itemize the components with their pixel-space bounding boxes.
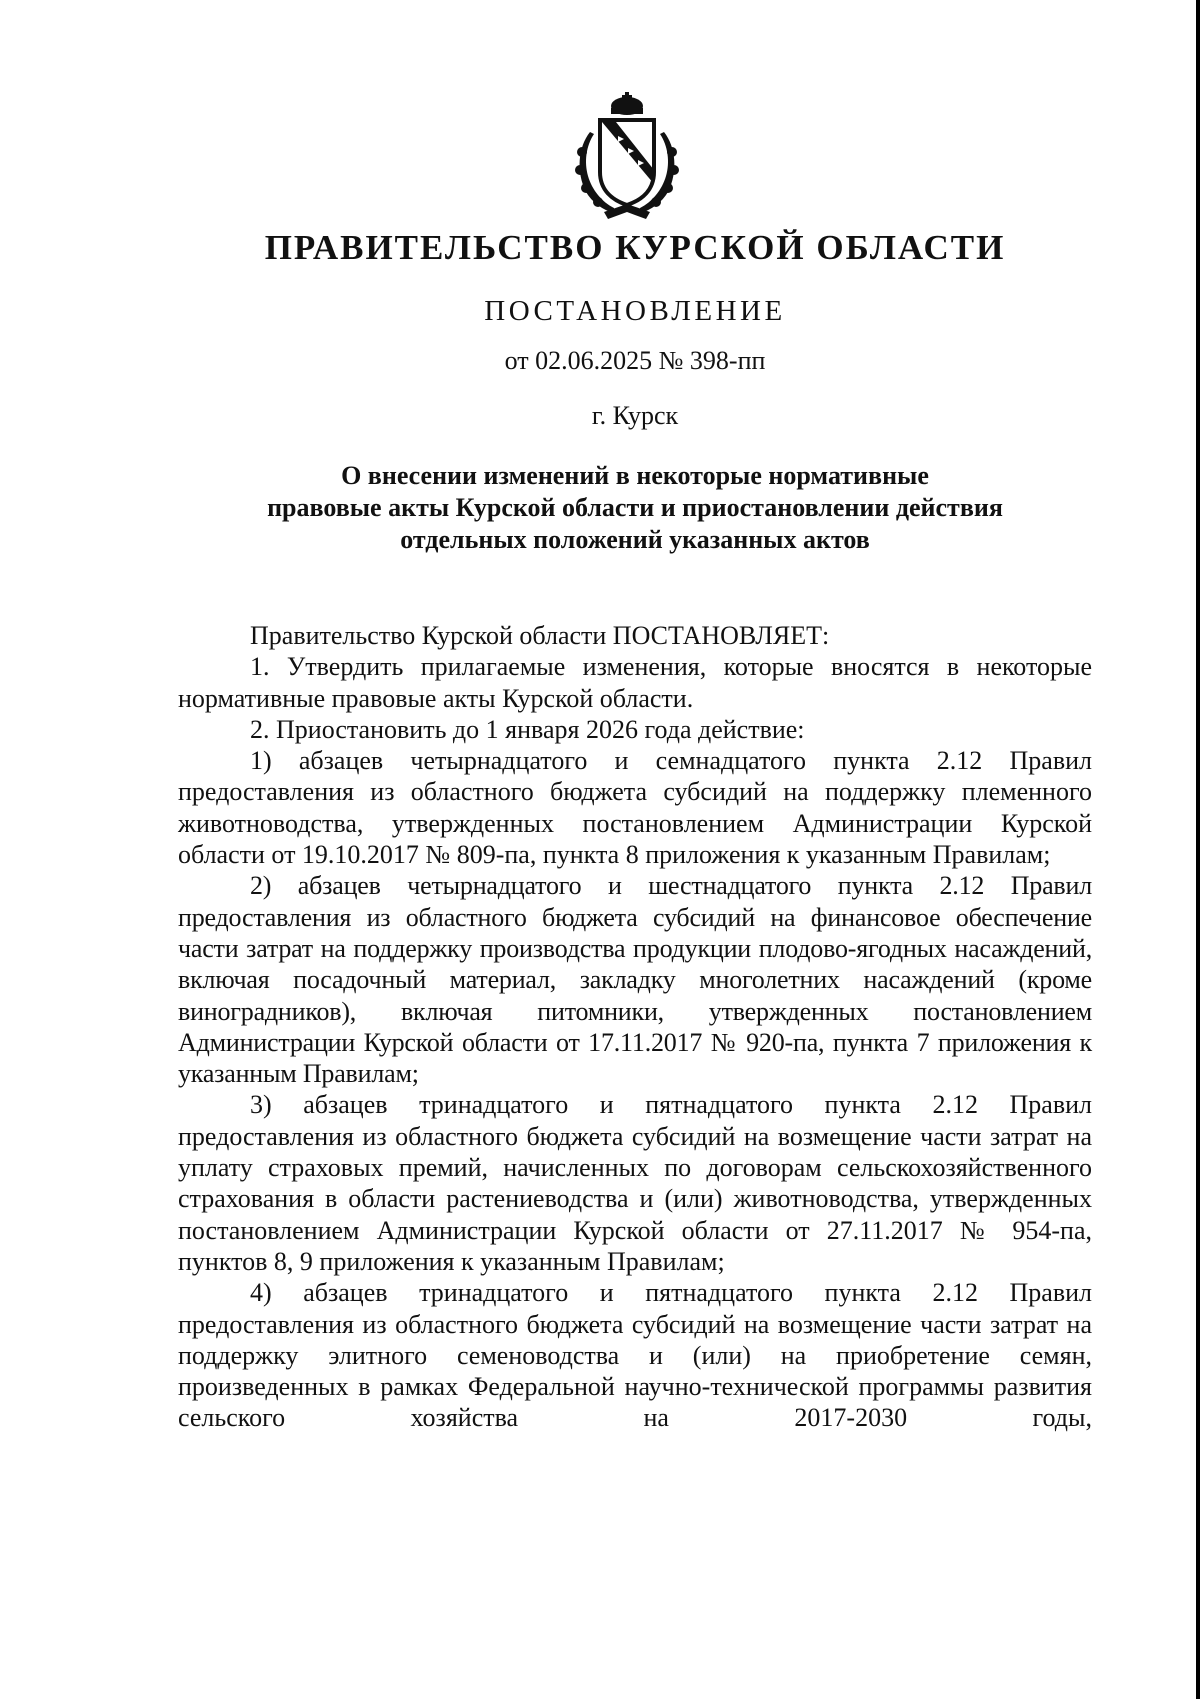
document-body	[178, 620, 1092, 1434]
body-paragraph: 3) абзацев тринадцатого и пятнадцатого пункта 2.12 Правил предоставления из областного бюджета субсидий на возмещение части затрат на уплату страховых премий, начисленных по договорам сельскохозяйственного страхования в области растениеводства и (или) животноводства, утвержденных постановлением Администрации Курской области от 27.11.2017 № 954-па, пунктов 8, 9 приложения к указанным Правилам;	[178, 1090, 1092, 1276]
document-city: г. Курск	[591, 401, 679, 430]
body-paragraph: 2. Приостановить до 1 января 2026 года действие:	[250, 714, 805, 744]
title-line: О внесении изменений в некоторые нормативные	[341, 461, 929, 490]
coat-of-arms-emblem	[568, 92, 686, 220]
title-line: отдельных положений указанных актов	[400, 525, 870, 554]
organization-name: ПРАВИТЕЛЬСТВО КУРСКОЙ ОБЛАСТИ	[264, 228, 1006, 267]
document-number: от 02.06.2025 № 398-пп	[504, 346, 766, 375]
body-paragraph: 4) абзацев тринадцатого и пятнадцатого пункта 2.12 Правил предоставления из областного бюджета субсидий на возмещение части затрат на поддержку элитного семеноводства и (или) на приобретение семян, произведенных в рамках Федеральной научно-технической программы развития сельского хозяйства на 2017-2030 годы,	[178, 1278, 1092, 1433]
body-paragraph: Правительство Курской области ПОСТАНОВЛЯЕТ:	[250, 621, 830, 650]
document-type: ПОСТАНОВЛЕНИЕ	[484, 295, 786, 327]
body-paragraph: 1. Утвердить прилагаемые изменения, которые вносятся в некоторые нормативные правовые акты Курской области.	[178, 652, 1092, 713]
body-paragraph: 1) абзацев четырнадцатого и семнадцатого пункта 2.12 Правил предоставления из областного бюджета субсидий на поддержку племенного животноводства, утвержденных постановлением Администрации Курской области от 19.10.2017 № 809-па, пункта 8 приложения к указанным Правилам;	[178, 746, 1092, 870]
document-page	[178, 0, 1092, 1699]
body-paragraph: 2) абзацев четырнадцатого и шестнадцатого пункта 2.12 Правил предоставления из областного бюджета субсидий на финансовое обеспечение части затрат на поддержку производства продукции плодово-ягодных насаждений, включая посадочный материал, закладку многолетних насаждений (кроме виноградников), включая питомники, утвержденных постановлением Администрации Курской области от 17.11.2017 № 920-па, пункта 7 приложения к указанным Правилам;	[178, 871, 1092, 1089]
title-line: правовые акты Курской области и приостановлении действия	[267, 493, 1003, 522]
page-edge-border	[1196, 0, 1200, 1699]
document-title	[178, 460, 1092, 556]
